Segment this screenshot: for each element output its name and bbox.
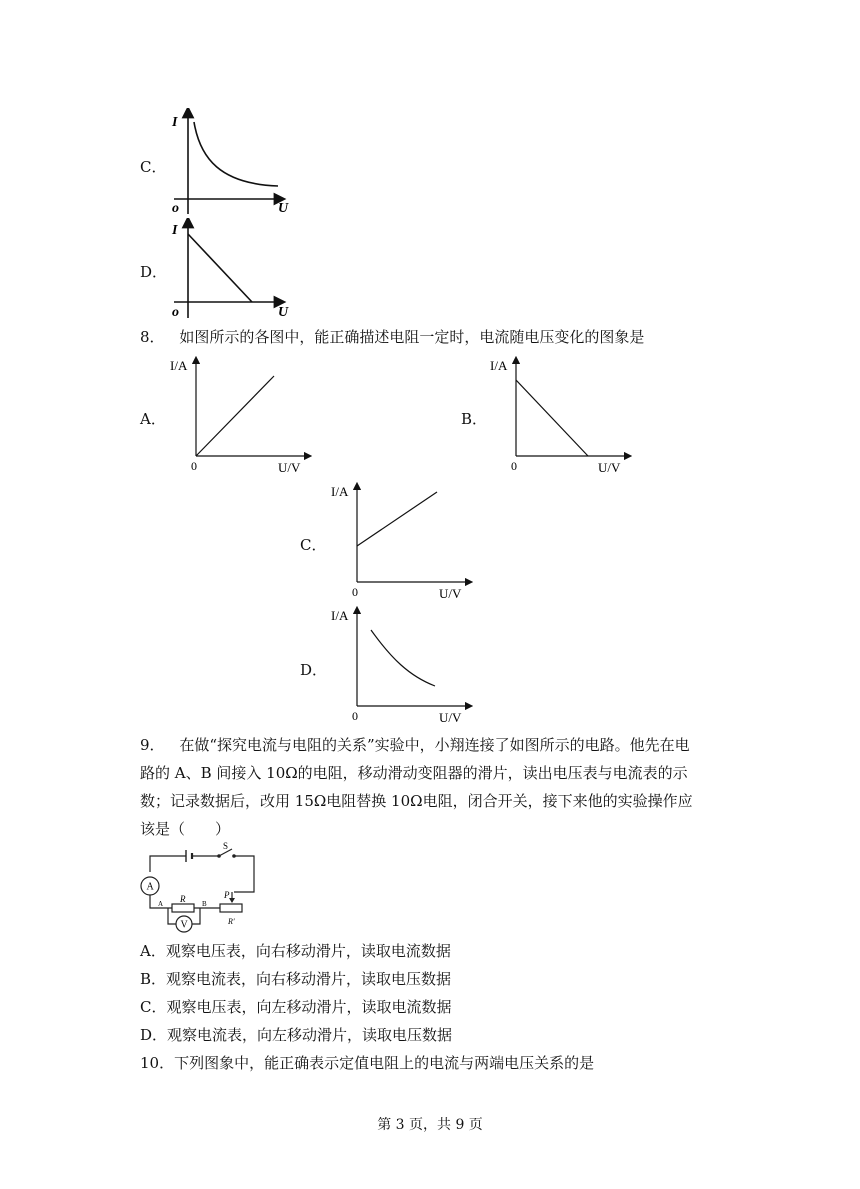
q7c-x-label: U [278,201,289,216]
q9-text-1: 在做“探究电流与电阻的关系”实验中，小翔连接了如图所示的电路。他先在电 [179,736,690,754]
q8b-x-label: U/V [598,460,621,475]
rheostat-icon [220,904,242,912]
q9-line-4: 该是（ ） [140,820,231,838]
q8-option-b-label: B． [461,410,488,428]
q8c-y-label: I/A [331,484,349,499]
q8a-origin: 0 [191,459,197,473]
q7-option-c-label: C． [140,158,167,176]
point-b-label: B [202,900,207,908]
q8-graph-c [325,476,475,602]
q8d-x-label: U/V [439,710,462,725]
ammeter-label: A [146,881,154,893]
q7-option-d-label: D． [140,263,168,281]
q8-graph-b [484,350,634,476]
q9-line-2: 路的 A、B 间接入 10Ω的电阻，移动滑动变阻器的滑片，读出电压表与电流表的示 [140,764,688,782]
resistor-icon [172,904,194,912]
page-footer: 第 3 页，共 9 页 [377,1117,483,1133]
q8d-origin: 0 [352,709,358,723]
q10-stem [140,1049,594,1077]
q9-line-1 [140,731,740,759]
q8-option-a-label: A． [140,410,166,428]
q8a-x-label: U/V [278,460,301,475]
q8-stem [140,323,644,351]
q7-graph-d [160,218,300,322]
slider-label: P [224,890,230,900]
voltmeter-label: V [180,919,188,931]
q8-option-d-label: D． [300,661,328,679]
q8-option-c-label: C． [300,536,327,554]
q9-options [140,937,452,1049]
q9-option-d[interactable]: D．观察电流表，向左移动滑片，读取电压数据 [140,1026,453,1044]
q7d-origin: o [172,305,179,320]
q9-line-3: 数；记录数据后，改用 15Ω电阻替换 10Ω电阻，闭合开关，接下来他的实验操作应 [140,792,693,810]
rheostat-label: R′ [228,917,235,926]
q8b-origin: 0 [511,459,517,473]
q7c-origin: o [172,201,179,216]
q8d-y-label: I/A [331,608,349,623]
q9-option-a[interactable]: A．观察电压表，向右移动滑片，读取电流数据 [140,942,451,960]
q9-stem [140,731,740,843]
q10-number: 10． [140,1054,175,1072]
q9-circuit-diagram [128,840,268,938]
q8-graph-a [164,350,314,476]
q7d-y-label: I [172,223,178,238]
q7d-x-label: U [278,305,289,320]
q7c-y-label: I [172,115,178,130]
q9-number: 9． [140,736,165,754]
q8-graph-d [325,600,475,726]
q8-text: 如图所示的各图中，能正确描述电阻一定时，电流随电压变化的图象是 [179,328,645,346]
q9-option-c[interactable]: C．观察电压表，向左移动滑片，读取电流数据 [140,998,452,1016]
q8-number: 8． [140,328,165,346]
q10-text: 下列图象中，能正确表示定值电阻上的电流与两端电压关系的是 [174,1054,595,1072]
point-a-label: A [158,900,164,908]
resistor-label: R [180,894,186,904]
switch-label: S [223,841,229,851]
q8c-x-label: U/V [439,586,462,601]
q8b-y-label: I/A [490,358,508,373]
q7-graph-c [160,108,300,218]
q8a-y-label: I/A [170,358,188,373]
q8c-origin: 0 [352,585,358,599]
q9-option-b[interactable]: B．观察电流表，向右移动滑片，读取电压数据 [140,970,452,988]
